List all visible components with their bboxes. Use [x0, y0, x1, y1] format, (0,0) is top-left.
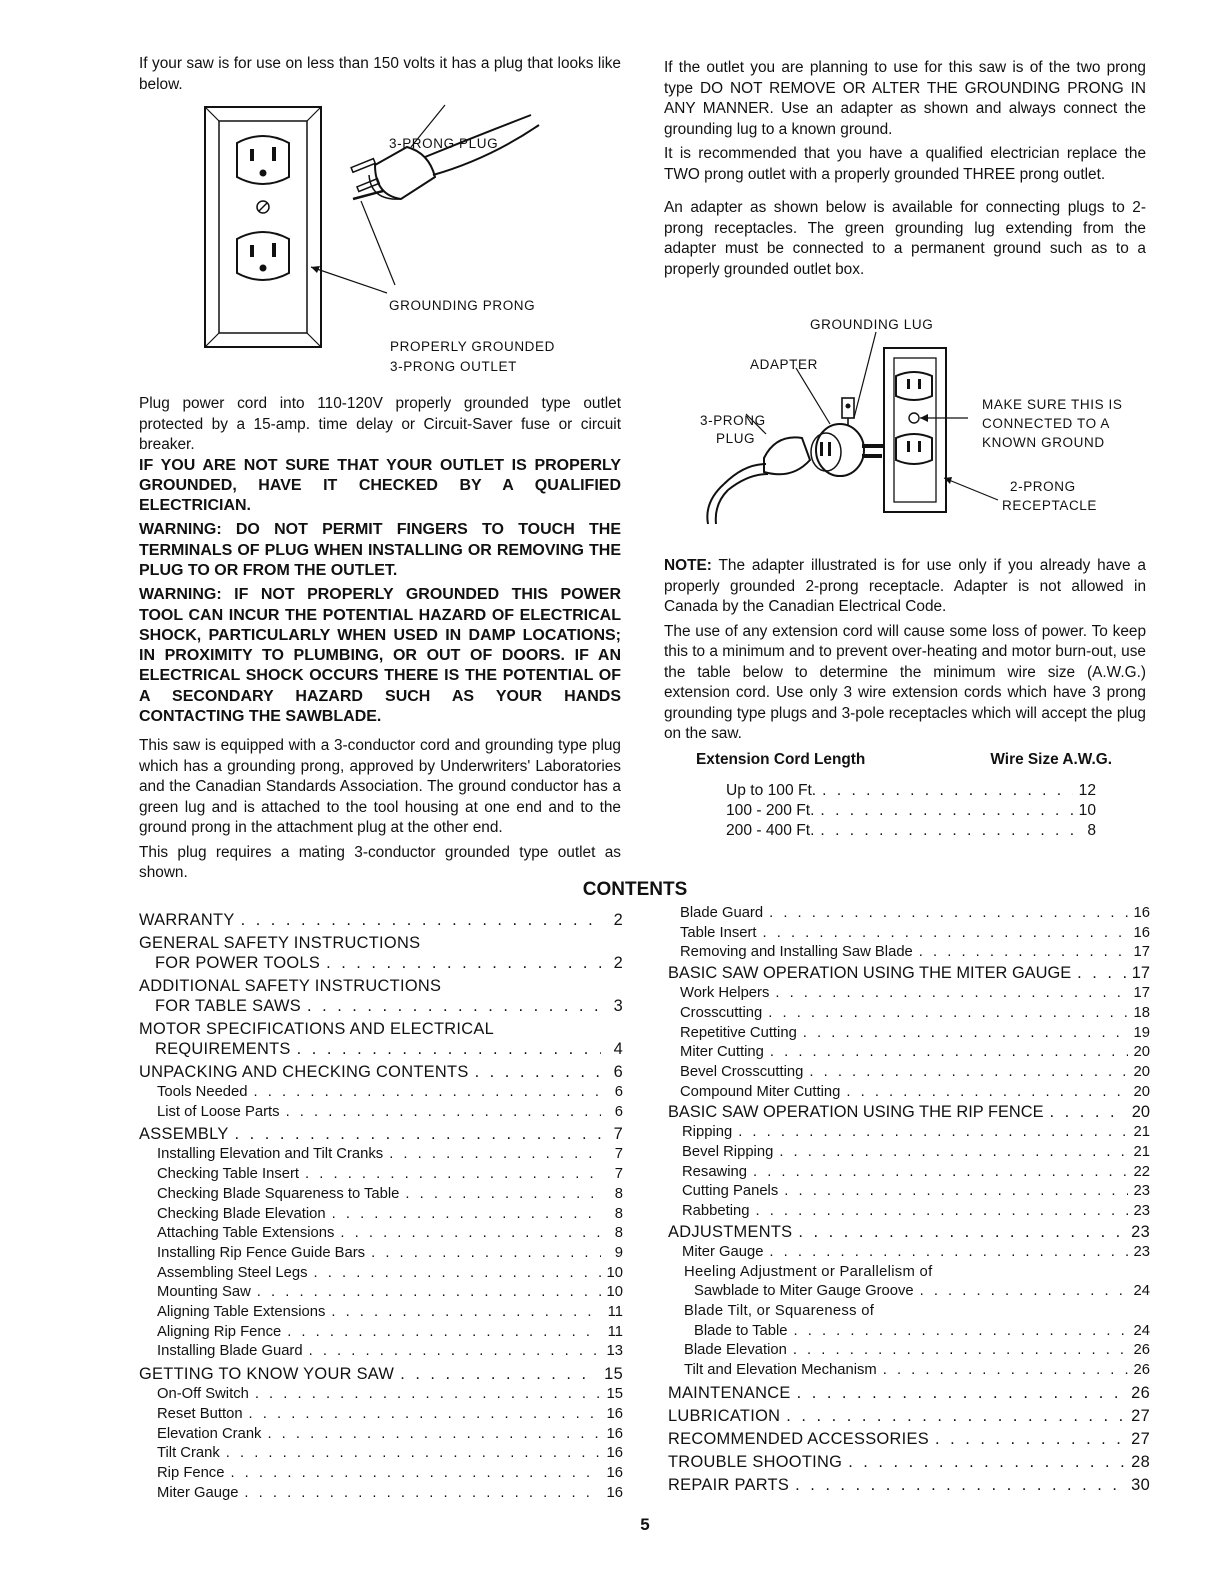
wire-size: 8	[1087, 821, 1096, 839]
toc-entry[interactable]: Removing and Installing Saw Blade . . . 17	[668, 943, 1150, 963]
toc-entry[interactable]: REQUIREMENTS . . . 4	[139, 1039, 623, 1060]
wire-size: 12	[1078, 781, 1096, 799]
known-ground-label-2: CONNECTED TO A	[982, 416, 1110, 431]
toc-entry[interactable]: BASIC SAW OPERATION USING THE MITER GAUGE . . . 17	[668, 963, 1150, 984]
toc-entry[interactable]: ASSEMBLY . . . 7	[139, 1124, 623, 1145]
plug-power-paragraph: Plug power cord into 110-120V properly grounded type outlet protected by a 15-amp. time delay or Circuit-Saver fuse or circuit breaker.	[139, 395, 621, 453]
contents-right-column	[668, 904, 1150, 1496]
finger-warning: WARNING: DO NOT PERMIT FINGERS TO TOUCH THE TERMINALS OF PLUG WHEN INSTALLING OR REMOVING THE PLUG TO OR FROM THE OUTLET.	[139, 521, 621, 579]
toc-entry[interactable]: Table Insert . . . 16	[668, 924, 1150, 944]
toc-entry-line[interactable]: Blade Tilt, or Squareness of	[684, 1302, 875, 1319]
toc-entry[interactable]: Cutting Panels . . . 23	[668, 1182, 1150, 1202]
toc-entry[interactable]: Attaching Table Extensions . . . 8	[139, 1224, 623, 1244]
extension-cord-paragraph: The use of any extension cord will cause some loss of power. To keep this to a minimum and to prevent over-heating and motor burn-out, use the table below to determine the minimum wire size (A.W.G.) extension cord. Use only 3 wire extension cords which have 3 prong grounding type plugs and 3-pole receptacles which will accept the plug on the saw.	[664, 622, 1146, 742]
mating-outlet-paragraph: This plug requires a mating 3-conductor grounded type outlet as shown.	[139, 843, 621, 882]
outlet-plug-illustration	[139, 95, 621, 361]
known-ground-label-3: KNOWN GROUND	[982, 435, 1105, 450]
toc-entry[interactable]: Aligning Table Extensions . . . 11	[139, 1303, 623, 1323]
toc-entry[interactable]: Checking Blade Elevation . . . 8	[139, 1205, 623, 1225]
check-grounding-notice: IF YOU ARE NOT SURE THAT YOUR OUTLET IS PROPERLY GROUNDED, HAVE IT CHECKED BY A QUALIFIED ELECTRICIAN.	[139, 456, 621, 515]
cord-table-row	[664, 801, 1146, 821]
intro-paragraph: If your saw is for use on less than 150 volts it has a plug that looks like below.	[139, 55, 621, 93]
grounding-hazard-warning: WARNING: IF NOT PROPERLY GROUNDED THIS POWER TOOL CAN INCUR THE POTENTIAL HAZARD OF ELECTRICAL SHOCK, PARTICULARLY WHEN USED IN DAMP LOCATIONS; IN PROXIMITY TO PLUMBING, OR OUT OF DOORS. IF AN ELECTRICAL SHOCK OCCURS THERE IS THE POTENTIAL OF A SECONDARY HAZARD SUCH AS YOUR HANDS CONTACTING THE SAWBLADE.	[139, 586, 621, 726]
toc-entry[interactable]: BASIC SAW OPERATION USING THE RIP FENCE . . . 20	[668, 1102, 1150, 1123]
cord-table-row	[664, 821, 1146, 841]
note-text: The adapter illustrated is for use only if you already have a properly grounded 2-prong receptacle. Adapter is not allowed in Canada by the Canadian Electrical Code.	[664, 557, 1146, 615]
grounding-prong-label: GROUNDING PRONG	[389, 298, 536, 313]
cord-length-header: Extension Cord Length	[696, 750, 866, 768]
right-column	[664, 58, 1146, 841]
toc-entry[interactable]: Assembling Steel Legs . . . 10	[139, 1264, 623, 1284]
toc-entry-line[interactable]: Heeling Adjustment or Parallelism of	[684, 1263, 933, 1280]
toc-entry[interactable]: Miter Gauge . . . 23	[668, 1243, 1150, 1263]
known-ground-label-1: MAKE SURE THIS IS	[982, 397, 1123, 412]
toc-entry[interactable]: Blade Elevation . . . 26	[668, 1341, 1150, 1361]
toc-entry-line[interactable]: MOTOR SPECIFICATIONS AND ELECTRICAL	[139, 1020, 495, 1038]
adapter-paragraph: An adapter as shown below is available for connecting plugs to 2-prong receptacles. The green grounding lug extending from the adapter must be connected to a permanent ground such as to a properly grounded outlet box.	[664, 199, 1146, 278]
toc-entry[interactable]: Resawing . . . 22	[668, 1163, 1150, 1183]
toc-entry[interactable]: Installing Blade Guard . . . 13	[139, 1342, 623, 1362]
adapter-plug-label-2: PLUG	[716, 431, 756, 446]
toc-entry[interactable]: On-Off Switch . . . 15	[139, 1385, 623, 1405]
toc-entry[interactable]: Crosscutting . . . 18	[668, 1004, 1150, 1024]
note-paragraph	[664, 556, 1146, 618]
toc-entry[interactable]: Blade to Table . . . 24	[668, 1322, 1150, 1342]
toc-entry[interactable]: Elevation Crank . . . 16	[139, 1425, 623, 1445]
toc-entry[interactable]: Installing Rip Fence Guide Bars . . . 9	[139, 1244, 623, 1264]
adapter-label: ADAPTER	[750, 357, 818, 372]
wire-size: 10	[1078, 801, 1096, 819]
outlet-label-line-1: PROPERLY GROUNDED	[390, 339, 555, 354]
page-number: 5	[640, 1515, 650, 1534]
note-label: NOTE:	[664, 557, 712, 574]
extension-cord-table	[664, 751, 1146, 841]
cord-length: Up to 100 Ft.	[726, 781, 817, 799]
outlet-label-line-2: 3-PRONG OUTLET	[390, 359, 517, 374]
toc-entry[interactable]: Checking Table Insert . . . 7	[139, 1165, 623, 1185]
wire-size-header: Wire Size A.W.G.	[990, 750, 1112, 768]
toc-entry[interactable]: Rip Fence . . . 16	[139, 1464, 623, 1484]
toc-entry[interactable]: Tilt and Elevation Mechanism . . . 26	[668, 1361, 1150, 1381]
grounding-lug-label: GROUNDING LUG	[810, 317, 934, 332]
contents-title: CONTENTS	[582, 879, 688, 900]
toc-entry[interactable]: Installing Elevation and Tilt Cranks . . . 7	[139, 1145, 623, 1165]
three-prong-outlet-figure	[139, 95, 621, 374]
toc-entry[interactable]: Tools Needed . . . 6	[139, 1083, 623, 1103]
toc-entry[interactable]: GETTING TO KNOW YOUR SAW . . . 15	[139, 1364, 623, 1385]
adapter-plug-label-1: 3-PRONG	[700, 413, 766, 428]
toc-entry[interactable]: Checking Blade Squareness to Table . . . 8	[139, 1185, 623, 1205]
two-prong-paragraph: If the outlet you are planning to use for this saw is of the two prong type DO NOT REMOVE OR ALTER THE GROUNDING PRONG IN ANY MANNER. Use an adapter as shown and always connect the grounding lug to a known ground.	[664, 59, 1146, 138]
toc-entry[interactable]: UNPACKING AND CHECKING CONTENTS . . . 6	[139, 1062, 623, 1083]
toc-entry[interactable]: REPAIR PARTS . . . 30	[668, 1475, 1150, 1496]
three-prong-plug-label: 3-PRONG PLUG	[389, 136, 499, 151]
toc-entry[interactable]: Bevel Crosscutting . . . 20	[668, 1063, 1150, 1083]
toc-entry-line[interactable]: ADDITIONAL SAFETY INSTRUCTIONS	[139, 977, 442, 995]
toc-entry[interactable]: Bevel Ripping . . . 21	[668, 1143, 1150, 1163]
receptacle-label-2: RECEPTACLE	[1002, 498, 1098, 513]
toc-entry[interactable]: FOR TABLE SAWS . . . 3	[139, 996, 623, 1017]
toc-entry[interactable]: Miter Gauge . . . 16	[139, 1484, 623, 1504]
toc-entry[interactable]: MAINTENANCE . . . 26	[668, 1383, 1150, 1404]
left-column	[139, 54, 621, 884]
adapter-figure	[664, 288, 1146, 556]
toc-entry[interactable]: Compound Miter Cutting . . . 20	[668, 1083, 1150, 1103]
toc-entry[interactable]: Blade Guard . . . 16	[668, 904, 1150, 924]
receptacle-label-1: 2-PRONG	[1010, 479, 1076, 494]
toc-entry[interactable]: WARRANTY . . . 2	[139, 910, 623, 931]
toc-entry[interactable]: FOR POWER TOOLS . . . 2	[139, 953, 623, 974]
toc-entry[interactable]: Aligning Rip Fence . . . 11	[139, 1323, 623, 1343]
toc-entry[interactable]: LUBRICATION . . . 27	[668, 1406, 1150, 1427]
cord-length: 200 - 400 Ft.	[726, 821, 815, 839]
contents-left-column	[139, 910, 623, 1503]
toc-entry[interactable]: Tilt Crank . . . 16	[139, 1444, 623, 1464]
toc-entry[interactable]: Repetitive Cutting . . . 19	[668, 1024, 1150, 1044]
toc-entry[interactable]: Mounting Saw . . . 10	[139, 1283, 623, 1303]
cord-table-header	[664, 751, 1146, 769]
toc-entry[interactable]: Rabbeting . . . 23	[668, 1202, 1150, 1222]
toc-entry[interactable]: List of Loose Parts . . . 6	[139, 1103, 623, 1123]
cord-table-row	[664, 781, 1146, 801]
recommend-paragraph: It is recommended that you have a qualified electrician replace the TWO prong outlet with a properly grounded THREE prong outlet.	[664, 145, 1146, 183]
toc-entry[interactable]: Miter Cutting . . . 20	[668, 1043, 1150, 1063]
toc-entry[interactable]: ADJUSTMENTS . . . 23	[668, 1222, 1150, 1243]
toc-entry[interactable]: Work Helpers . . . 17	[668, 984, 1150, 1004]
cord-length: 100 - 200 Ft.	[726, 801, 815, 819]
toc-entry[interactable]: TROUBLE SHOOTING . . . 28	[668, 1452, 1150, 1473]
toc-entry[interactable]: Sawblade to Miter Gauge Groove . . . 24	[668, 1282, 1150, 1302]
toc-entry[interactable]: RECOMMENDED ACCESSORIES . . . 27	[668, 1429, 1150, 1450]
toc-entry-line[interactable]: GENERAL SAFETY INSTRUCTIONS	[139, 934, 421, 952]
toc-entry[interactable]: Ripping . . . 21	[668, 1123, 1150, 1143]
cord-description-paragraph: This saw is equipped with a 3-conductor cord and grounding type plug which has a grounding prong, approved by Underwriters' Laboratories and the Canadian Standards Association. The ground conductor has a green lug and is attached to the tool housing at one end and to the ground prong in the attachment plug at the other end.	[139, 737, 621, 837]
toc-entry[interactable]: Reset Button . . . 16	[139, 1405, 623, 1425]
